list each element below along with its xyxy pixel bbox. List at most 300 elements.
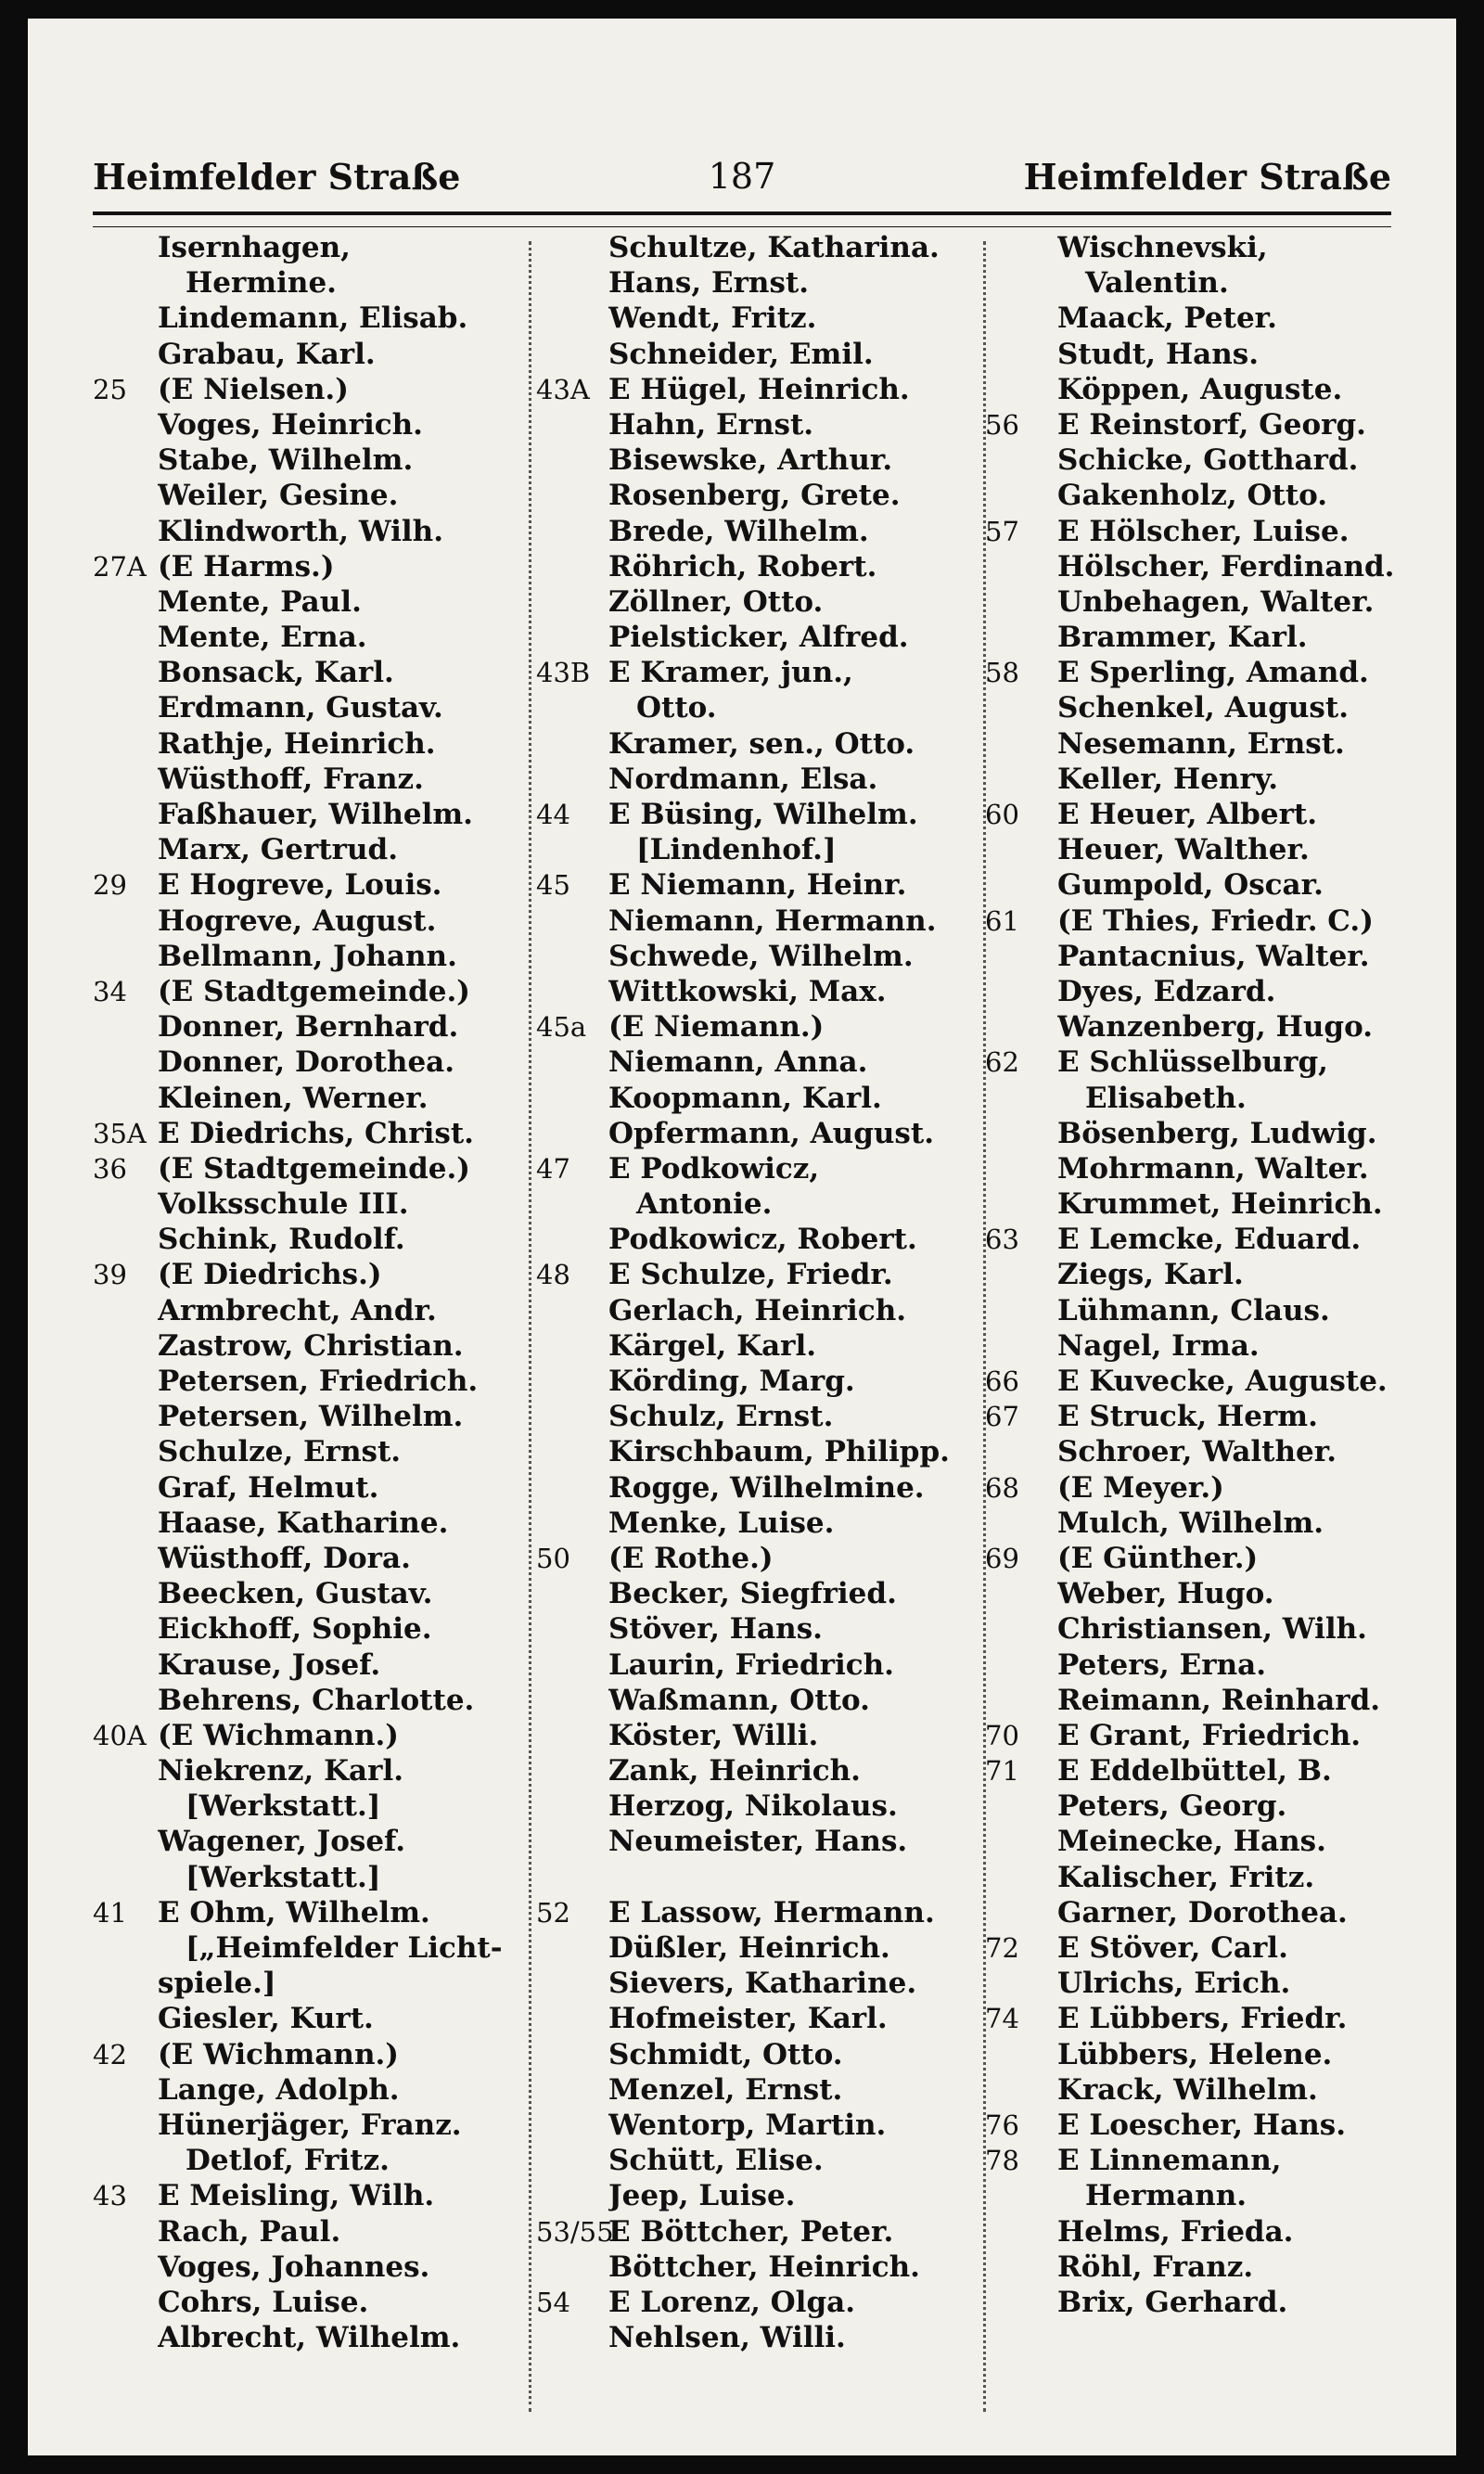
directory-entry: [93, 1647, 529, 1683]
directory-entry: [93, 1576, 529, 1611]
house-number: 52: [536, 1896, 570, 1929]
resident-name: E Kuvecke, Auguste.: [1057, 1365, 1388, 1398]
directory-entry: [985, 1788, 1402, 1824]
directory-entry: [93, 2108, 529, 2143]
directory-entry: [985, 584, 1402, 620]
resident-name: Podkowicz, Robert.: [608, 1223, 917, 1257]
directory-entry: [985, 1860, 1402, 1895]
resident-name: E Grant, Friedrich.: [1057, 1718, 1362, 1752]
directory-entry: [985, 1576, 1402, 1611]
resident-name: Brede, Wilhelm.: [608, 514, 869, 548]
resident-name: (E Harms.): [158, 549, 335, 583]
resident-name: Keller, Henry.: [1057, 762, 1279, 796]
resident-name: Rathje, Heinrich.: [158, 726, 436, 761]
directory-entry: [93, 655, 529, 690]
resident-name: spiele.]: [158, 1967, 276, 2001]
resident-name: E Büsing, Wilhelm.: [608, 798, 918, 831]
directory-entry: [536, 1045, 981, 1080]
resident-name: Mulch, Wilhelm.: [1057, 1506, 1324, 1540]
house-number: 43A: [536, 373, 590, 405]
resident-name: Brix, Gerhard.: [1057, 2285, 1288, 2319]
directory-entry: [536, 1009, 981, 1045]
house-number: 66: [985, 1365, 1019, 1397]
directory-entry: [536, 1895, 981, 1930]
resident-name: Neumeister, Hans.: [608, 1825, 908, 1859]
directory-entry: [985, 1541, 1402, 1576]
resident-name: Bisewske, Arthur.: [608, 443, 893, 478]
resident-name: Voges, Johannes.: [158, 2250, 430, 2284]
column-divider: [529, 241, 531, 2412]
house-number: 62: [985, 1046, 1019, 1079]
directory-entry: [536, 1753, 981, 1788]
directory-entry: [985, 1930, 1402, 1966]
directory-entry: [93, 2143, 529, 2178]
directory-entry: [93, 620, 529, 655]
directory-entry: [93, 337, 529, 372]
resident-name: [Lindenhof.]: [636, 833, 837, 867]
resident-name: Brammer, Karl.: [1057, 621, 1308, 655]
resident-name: Peters, Erna.: [1057, 1647, 1266, 1682]
directory-entry: [93, 1434, 529, 1469]
resident-name: Hogreve, August.: [158, 904, 437, 938]
resident-name: Bonsack, Karl.: [158, 656, 394, 690]
house-number: 76: [985, 2109, 1019, 2141]
resident-name: E Kramer, jun.,: [608, 656, 853, 690]
directory-entry: [93, 762, 529, 797]
resident-name: Weber, Hugo.: [1057, 1577, 1274, 1611]
resident-name: (E Stadtgemeinde.): [158, 974, 470, 1008]
resident-name: Schenkel, August.: [1057, 691, 1349, 725]
resident-name: (E Nielsen.): [158, 372, 349, 406]
directory-entry: [536, 1434, 981, 1469]
resident-name: Dyes, Edzard.: [1057, 974, 1276, 1008]
house-number: 67: [985, 1401, 1019, 1433]
directory-entry: [985, 1647, 1402, 1683]
resident-name: E Lübbers, Friedr.: [1057, 2002, 1348, 2036]
resident-name: Stabe, Wilhelm.: [158, 443, 414, 478]
resident-name: E Diedrichs, Christ.: [158, 1116, 474, 1150]
resident-name: E Lemcke, Eduard.: [1057, 1223, 1362, 1257]
house-number: 36: [93, 1152, 127, 1185]
directory-entry: [985, 514, 1402, 549]
directory-column-1: [93, 230, 529, 2438]
resident-name: E Heuer, Albert.: [1057, 798, 1318, 831]
directory-entry: [985, 1257, 1402, 1292]
directory-entry: [93, 1611, 529, 1647]
resident-name: Schicke, Gotthard.: [1057, 443, 1359, 478]
directory-entry: [985, 832, 1402, 867]
directory-entry: [93, 1718, 529, 1753]
resident-name: Schmidt, Otto.: [608, 2037, 843, 2071]
resident-name: (E Diedrichs.): [158, 1258, 382, 1292]
directory-entry: [985, 1293, 1402, 1328]
resident-name: Hofmeister, Karl.: [608, 2002, 888, 2036]
resident-name: Pantacnius, Walter.: [1057, 939, 1370, 973]
resident-name: Beecken, Gustav.: [158, 1577, 433, 1611]
directory-entry: [536, 867, 981, 903]
resident-name: (E Wichmann.): [158, 1718, 399, 1752]
resident-name: Hans, Ernst.: [608, 266, 810, 301]
resident-name: (E Günther.): [1057, 1541, 1259, 1575]
directory-entry: [536, 1506, 981, 1541]
resident-name: Schulze, Ernst.: [158, 1435, 402, 1469]
directory-entry: [985, 1718, 1402, 1753]
resident-name: Wischnevski,: [1057, 231, 1268, 264]
directory-entry: [93, 1399, 529, 1434]
directory-entry: [536, 832, 981, 867]
resident-name: Wendt, Fritz.: [608, 301, 817, 336]
resident-name: Petersen, Friedrich.: [158, 1365, 479, 1398]
resident-name: Isernhagen,: [158, 231, 351, 264]
resident-name: Faßhauer, Wilhelm.: [158, 798, 473, 831]
resident-name: Kärgel, Karl.: [608, 1328, 817, 1363]
resident-name: Grabau, Karl.: [158, 337, 376, 371]
directory-entry: [985, 549, 1402, 584]
resident-name: Krack, Wilhelm.: [1057, 2072, 1318, 2107]
directory-entry: [93, 832, 529, 867]
directory-entry: [536, 584, 981, 620]
directory-entry: [536, 2320, 981, 2355]
directory-entry: [985, 2001, 1402, 2036]
directory-entry: [536, 1328, 981, 1364]
directory-entry: [536, 372, 981, 407]
resident-name: E Sperling, Amand.: [1057, 656, 1369, 690]
resident-name: Koopmann, Karl.: [608, 1081, 882, 1115]
resident-name: Lange, Adolph.: [158, 2072, 400, 2107]
resident-name: Stöver, Hans.: [608, 1612, 823, 1647]
resident-name: E Eddelbüttel, B.: [1057, 1754, 1332, 1788]
house-number: 40A: [93, 1719, 147, 1751]
house-number: 72: [985, 1932, 1019, 1964]
resident-name: (E Thies, Friedr. C.): [1057, 904, 1374, 938]
resident-name: Klindworth, Wilh.: [158, 514, 444, 548]
directory-entry: [536, 549, 981, 584]
directory-entry: [536, 1116, 981, 1151]
resident-name: (E Wichmann.): [158, 2037, 399, 2071]
resident-name: Antonie.: [636, 1187, 773, 1222]
resident-name: Eickhoff, Sophie.: [158, 1612, 432, 1647]
resident-name: Röhrich, Robert.: [608, 549, 877, 583]
resident-name: Peters, Georg.: [1057, 1789, 1287, 1824]
directory-entry: [93, 690, 529, 725]
header-rule: [93, 212, 1391, 227]
resident-name: E Schlüsselburg,: [1057, 1045, 1328, 1080]
directory-entry: [536, 1611, 981, 1647]
directory-entry: [985, 1186, 1402, 1222]
directory-entry: [536, 1647, 981, 1683]
house-number: 39: [93, 1259, 127, 1291]
directory-entry: [93, 1470, 529, 1506]
directory-entry: [985, 690, 1402, 725]
directory-entry: [536, 620, 981, 655]
directory-entry: [93, 2250, 529, 2285]
page-number: 187: [708, 156, 776, 197]
resident-name: Schulz, Ernst.: [608, 1400, 834, 1434]
directory-entry: [93, 2037, 529, 2072]
directory-entry: [93, 301, 529, 336]
resident-name: Elisabeth.: [1085, 1081, 1247, 1115]
directory-entry: [536, 1399, 981, 1434]
resident-name: Detlof, Fritz.: [186, 2144, 390, 2178]
directory-entry: [536, 2250, 981, 2285]
directory-entry: [536, 1930, 981, 1966]
resident-name: E Böttcher, Peter.: [608, 2214, 894, 2249]
resident-name: Becker, Siegfried.: [608, 1577, 897, 1611]
resident-name: Menke, Luise.: [608, 1506, 835, 1540]
resident-name: Albrecht, Wilhelm.: [158, 2321, 461, 2355]
directory-entry: [93, 1966, 529, 2001]
resident-name: Pielsticker, Alfred.: [608, 621, 909, 655]
directory-entry: [536, 690, 981, 725]
directory-entry: [93, 2320, 529, 2355]
directory-entry: [93, 2214, 529, 2250]
directory-entry: [536, 1186, 981, 1222]
directory-entry: [985, 904, 1402, 939]
house-number: 25: [93, 373, 127, 405]
resident-name: Köppen, Auguste.: [1057, 372, 1343, 406]
directory-entry: [93, 1328, 529, 1364]
directory-entry: [93, 1683, 529, 1718]
house-number: 45: [536, 869, 570, 902]
directory-entry: [536, 762, 981, 797]
resident-name: E Lorenz, Olga.: [608, 2285, 856, 2319]
directory-entry: [536, 407, 981, 442]
directory-entry: [93, 265, 529, 301]
resident-name: Helms, Frieda.: [1057, 2214, 1294, 2249]
directory-entry: [985, 230, 1402, 265]
resident-name: Mohrmann, Walter.: [1057, 1151, 1369, 1186]
resident-name: Cohrs, Luise.: [158, 2285, 369, 2319]
directory-entry: [93, 1009, 529, 1045]
directory-entry: [536, 655, 981, 690]
resident-name: Wüsthoff, Franz.: [158, 762, 424, 796]
resident-name: Petersen, Wilhelm.: [158, 1400, 464, 1434]
directory-entry: [93, 1116, 529, 1151]
directory-entry: [985, 2178, 1402, 2213]
directory-entry: [985, 1895, 1402, 1930]
directory-entry: [93, 1788, 529, 1824]
resident-name: Herzog, Nikolaus.: [608, 1789, 898, 1824]
resident-name: Weiler, Gesine.: [158, 479, 399, 513]
resident-name: Hahn, Ernst.: [608, 407, 814, 442]
directory-entry: [985, 726, 1402, 762]
resident-name: Zank, Heinrich.: [608, 1754, 861, 1788]
resident-name: Kleinen, Werner.: [158, 1081, 429, 1115]
directory-entry: [536, 1788, 981, 1824]
resident-name: Bösenberg, Ludwig.: [1057, 1116, 1377, 1150]
house-number: 78: [985, 2145, 1019, 2177]
resident-name: Schütt, Elise.: [608, 2144, 824, 2178]
directory-entry: [93, 1186, 529, 1222]
resident-name: Meinecke, Hans.: [1057, 1825, 1326, 1859]
resident-name: E Lassow, Hermann.: [608, 1895, 935, 1929]
resident-name: Lindemann, Elisab.: [158, 301, 468, 336]
directory-entry: [985, 1222, 1402, 1257]
directory-entry: [985, 372, 1402, 407]
resident-name: E Struck, Herm.: [1057, 1400, 1318, 1434]
house-number: 29: [93, 869, 127, 902]
house-number: 56: [985, 408, 1019, 441]
directory-entry: [93, 1541, 529, 1576]
directory-entry: [985, 2214, 1402, 2250]
directory-entry: [536, 1470, 981, 1506]
house-number: 43B: [536, 657, 591, 689]
resident-name: (E Meyer.): [1057, 1470, 1224, 1505]
directory-entry: [985, 1116, 1402, 1151]
resident-name: Wagener, Josef.: [158, 1825, 406, 1859]
resident-name: Gakenholz, Otto.: [1057, 479, 1328, 513]
resident-name: Christiansen, Wilh.: [1057, 1612, 1367, 1647]
directory-entry: [93, 1045, 529, 1080]
resident-name: Nehlsen, Willi.: [608, 2321, 846, 2355]
resident-name: Heuer, Walther.: [1057, 833, 1310, 867]
house-number: 71: [985, 1755, 1019, 1788]
directory-entry: [985, 407, 1402, 442]
resident-name: Donner, Bernhard.: [158, 1010, 459, 1045]
resident-name: Jeep, Luise.: [608, 2179, 796, 2213]
directory-entry: [985, 2250, 1402, 2285]
directory-entry: [536, 2001, 981, 2036]
resident-name: E Ohm, Wilhelm.: [158, 1895, 430, 1929]
house-number: 43: [93, 2180, 127, 2212]
header-street-left: Heimfelder Straße: [93, 155, 461, 198]
house-number: 68: [985, 1471, 1019, 1504]
directory-page: [28, 19, 1456, 2455]
directory-column-3: [985, 230, 1402, 2438]
resident-name: Armbrecht, Andr.: [158, 1293, 437, 1327]
resident-name: Waßmann, Otto.: [608, 1683, 870, 1717]
house-number: 47: [536, 1152, 570, 1185]
directory-entry: [93, 867, 529, 903]
directory-entry: [985, 337, 1402, 372]
house-number: 48: [536, 1259, 570, 1291]
directory-entry: [536, 1293, 981, 1328]
resident-name: (E Rothe.): [608, 1541, 774, 1575]
resident-name: Bellmann, Johann.: [158, 939, 457, 973]
directory-entry: [985, 2072, 1402, 2108]
resident-name: Nordmann, Elsa.: [608, 762, 878, 796]
directory-entry: [93, 1895, 529, 1930]
directory-entry: [536, 514, 981, 549]
resident-name: Laurin, Friedrich.: [608, 1647, 894, 1682]
resident-name: Gumpold, Oscar.: [1057, 868, 1324, 903]
resident-name: Niemann, Hermann.: [608, 904, 937, 938]
resident-name: Ulrichs, Erich.: [1057, 1967, 1291, 2001]
resident-name: Sievers, Katharine.: [608, 1967, 917, 2001]
directory-entry: [985, 620, 1402, 655]
directory-entry: [985, 1045, 1402, 1080]
directory-entry: [985, 1364, 1402, 1399]
directory-entry: [93, 584, 529, 620]
directory-entry: [985, 1966, 1402, 2001]
resident-name: Rogge, Wilhelmine.: [608, 1470, 925, 1505]
directory-entry: [93, 974, 529, 1009]
directory-entry: [536, 797, 981, 832]
directory-entry: [985, 1824, 1402, 1859]
house-number: 53/55: [536, 2215, 614, 2248]
resident-name: [Werkstatt.]: [186, 1860, 381, 1894]
resident-name: Schwede, Wilhelm.: [608, 939, 914, 973]
directory-entry: [536, 2037, 981, 2072]
resident-name: Krause, Josef.: [158, 1647, 381, 1682]
resident-name: Krummet, Heinrich.: [1057, 1187, 1383, 1222]
directory-entry: [985, 2143, 1402, 2178]
directory-entry: [93, 1151, 529, 1186]
resident-name: Schroer, Walther.: [1057, 1435, 1337, 1469]
directory-entry: [93, 726, 529, 762]
resident-name: Wentorp, Martin.: [608, 2108, 887, 2142]
directory-entry: [93, 514, 529, 549]
directory-entry: [985, 1611, 1402, 1647]
resident-name: Niemann, Anna.: [608, 1045, 868, 1080]
directory-entry: [536, 2214, 981, 2250]
resident-name: Gerlach, Heinrich.: [608, 1293, 907, 1327]
directory-entry: [985, 1753, 1402, 1788]
resident-name: Marx, Gertrud.: [158, 833, 398, 867]
directory-entry: [93, 478, 529, 513]
resident-name: E Schulze, Friedr.: [608, 1258, 893, 1292]
resident-name: [Werkstatt.]: [186, 1789, 381, 1824]
directory-entry: [985, 1328, 1402, 1364]
directory-entry: [536, 726, 981, 762]
directory-entry: [93, 372, 529, 407]
directory-entry: [536, 1541, 981, 1576]
resident-name: Zastrow, Christian.: [158, 1328, 464, 1363]
resident-name: Körding, Marg.: [608, 1365, 855, 1398]
directory-entry: [93, 1824, 529, 1859]
resident-name: Kirschbaum, Philipp.: [608, 1435, 950, 1469]
resident-name: Hünerjäger, Franz.: [158, 2108, 462, 2142]
directory-entry: [985, 1151, 1402, 1186]
resident-name: Wüsthoff, Dora.: [158, 1541, 411, 1575]
directory-entry: [985, 1081, 1402, 1116]
directory-entry: [93, 407, 529, 442]
directory-entry: [985, 867, 1402, 903]
directory-entry: [985, 797, 1402, 832]
resident-name: Röhl, Franz.: [1057, 2250, 1254, 2284]
directory-entry: [93, 549, 529, 584]
directory-entry: [93, 1257, 529, 1292]
resident-name: Böttcher, Heinrich.: [608, 2250, 920, 2284]
house-number: 35A: [93, 1117, 147, 1149]
directory-entry: [93, 939, 529, 974]
resident-name: Lühmann, Claus.: [1057, 1293, 1330, 1327]
house-number: 41: [93, 1896, 127, 1929]
directory-entry: [985, 939, 1402, 974]
resident-name: Nagel, Irma.: [1057, 1328, 1260, 1363]
directory-entry: [536, 230, 981, 265]
directory-entry: [93, 1860, 529, 1895]
directory-entry: [985, 2285, 1402, 2320]
directory-entry: [93, 1753, 529, 1788]
resident-name: (E Niemann.): [608, 1010, 825, 1045]
directory-entry: [93, 904, 529, 939]
directory-entry: [536, 2108, 981, 2143]
directory-entry: [536, 1966, 981, 2001]
directory-entry: [536, 1364, 981, 1399]
directory-entry: [93, 1930, 529, 1966]
house-number: 42: [93, 2038, 127, 2070]
resident-name: Mente, Erna.: [158, 621, 367, 655]
directory-entry: [985, 1434, 1402, 1469]
resident-name: E Hogreve, Louis.: [158, 868, 442, 903]
resident-name: Schneider, Emil.: [608, 337, 874, 371]
directory-entry: [536, 301, 981, 336]
resident-name: Schink, Rudolf.: [158, 1223, 405, 1257]
directory-entry: [536, 974, 981, 1009]
resident-name: Niekrenz, Karl.: [158, 1754, 404, 1788]
resident-name: Volksschule III.: [158, 1187, 409, 1222]
